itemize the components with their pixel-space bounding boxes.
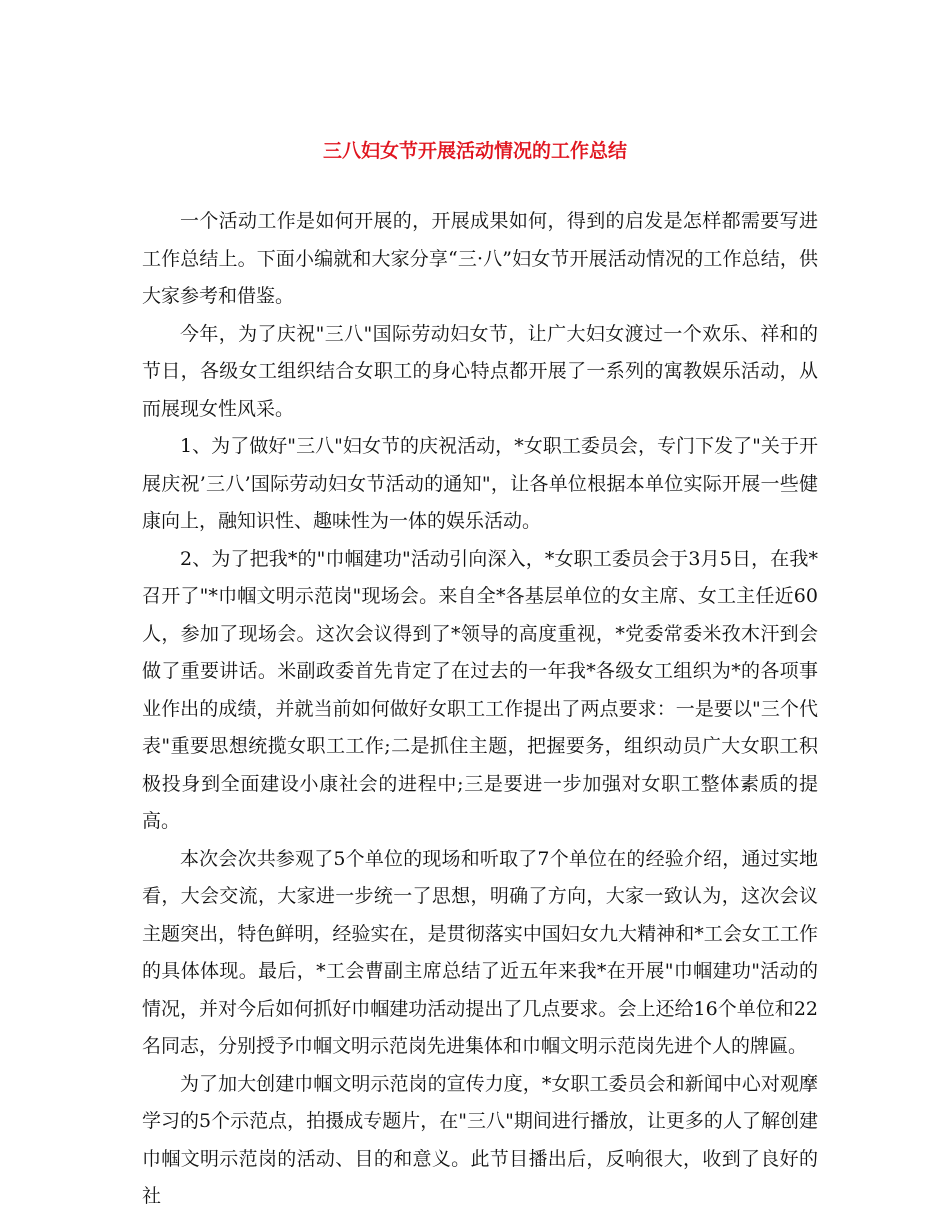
- document-title: 三八妇女节开展活动情况的工作总结: [322, 140, 627, 162]
- paragraph: 本次会次共参观了5个单位的现场和听取了7个单位在的经验介绍，通过实地看，大会交流，大家进一步统一了思想，明确了方向，大家一致认为，这次会议主题突出，特色鲜明，经验实在，是贯彻落实中国妇女九大精神和*工会女工工作的具体体现。最后，*工会曹副主席总结了近五年来我*在开展"巾帼建功"活动的情况，并对今后如何抓好巾帼建功活动提出了几点要求。会上还给16个单位和22名同志，分别授予巾帼文明示范岗先进集体和巾帼文明示范岗先进个人的牌匾。: [142, 847, 818, 1057]
- paragraph: 一个活动工作是如何开展的，开展成果如何，得到的启发是怎样都需要写进工作总结上。下面小编就和大家分享“三·八”妇女节开展活动情况的工作总结，供大家参考和借鉴。: [142, 210, 818, 307]
- document-body: [142, 203, 818, 1216]
- paragraph: 1、为了做好"三八"妇女节的庆祝活动，*女职工委员会，专门下发了"关于开展庆祝’三八’国际劳动妇女节活动的通知"，让各单位根据本单位实际开展一些健康向上，融知识性、趣味性为一体的娱乐活动。: [142, 435, 818, 532]
- paragraph: 2、为了把我*的"巾帼建功"活动引向深入，*女职工委员会于3月5日，在我*召开了"*巾帼文明示范岗"现场会。来自全*各基层单位的女主席、女工主任近60人，参加了现场会。这次会议得到了*领导的高度重视，*党委常委米孜木汗到会做了重要讲话。米副政委首先肯定了在过去的一年我*各级女工组织为*的各项事业作出的成绩，并就当前如何做好女职工工作提出了两点要求：一是要以"三个代表"重要思想统揽女职工工作;二是抓住主题，把握要务，组织动员广大女职工积极投身到全面建设小康社会的进程中;三是要进一步加强对女职工整体素质的提高。: [142, 547, 818, 832]
- paragraph: 今年，为了庆祝"三八"国际劳动妇女节，让广大妇女渡过一个欢乐、祥和的节日，各级女工组织结合女职工的身心特点都开展了一系列的寓教娱乐活动，从而展现女性风采。: [142, 322, 818, 420]
- paragraph: 为了加大创建巾帼文明示范岗的宣传力度，*女职工委员会和新闻中心对观摩学习的5个示范点，拍摄成专题片，在"三八"期间进行播放，让更多的人了解创建巾帼文明示范岗的活动、目的和意义。此节目播出后，反响很大，收到了良好的社: [142, 1072, 818, 1207]
